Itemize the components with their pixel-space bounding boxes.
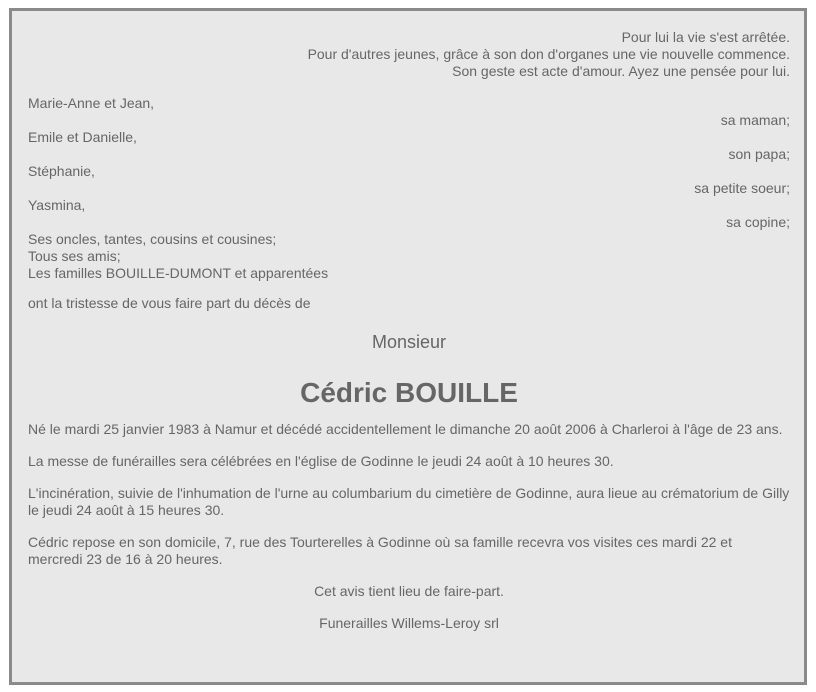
relatives-list — [28, 95, 790, 231]
announcement: ont la tristesse de vous faire part du décès de — [28, 295, 311, 311]
epitaph-line: Pour lui la vie s'est arrêtée. — [621, 29, 790, 45]
other-relatives-line: Tous ses amis; — [28, 248, 121, 264]
other-relatives-line: Ses oncles, tantes, cousins et cousines; — [28, 231, 277, 247]
relative-names: Emile et Danielle, — [28, 129, 137, 145]
funeral-home: Funerailles Willems-Leroy srl — [319, 615, 499, 631]
relative-names: Yasmina, — [28, 197, 86, 213]
relative-relation: sa copine; — [726, 214, 790, 230]
relative-relation: sa maman; — [720, 112, 790, 128]
other-relatives — [28, 231, 790, 282]
notice-text: Cet avis tient lieu de faire-part. — [314, 583, 504, 599]
epitaph-line: Pour d'autres jeunes, grâce à son don d'organes une vie nouvelle commence. — [307, 46, 790, 62]
relative-names: Marie-Anne et Jean, — [28, 95, 155, 111]
mass-paragraph: La messe de funérailles sera célébrées en l'église de Godinne le jeudi 24 août à 10 heures 30. — [28, 453, 614, 469]
relative-names: Stéphanie, — [28, 163, 95, 179]
epitaph — [28, 11, 790, 80]
other-relatives-line: Les familles BOUILLE-DUMONT et apparentées — [28, 265, 329, 281]
birth-death-paragraph: Né le mardi 25 janvier 1983 à Namur et décédé accidentellement le dimanche 20 août 2006 à Charleroi à l'âge de 23 ans. — [28, 421, 783, 437]
visitation-paragraph: Cédric repose en son domicile, 7, rue des Tourterelles à Godinne où sa famille recevra vos visites ces mardi 22 et mercredi 23 de 16 à 20 heures. — [28, 534, 732, 567]
relative-relation: son papa; — [728, 146, 790, 162]
honorific: Monsieur — [371, 332, 447, 352]
deceased-name: Cédric BOUILLE — [300, 377, 518, 408]
cremation-paragraph: L'incinération, suivie de l'inhumation de l'urne au columbarium du cimetière de Godinne, aura lieue au crématorium de Gilly le jeudi 24 août à 15 heures 30. — [28, 485, 790, 518]
obituary-content — [28, 11, 790, 632]
epitaph-line: Son geste est acte d'amour. Ayez une pensée pour lui. — [452, 63, 790, 79]
relative-relation: sa petite soeur; — [694, 180, 790, 196]
obituary-card — [9, 8, 807, 685]
